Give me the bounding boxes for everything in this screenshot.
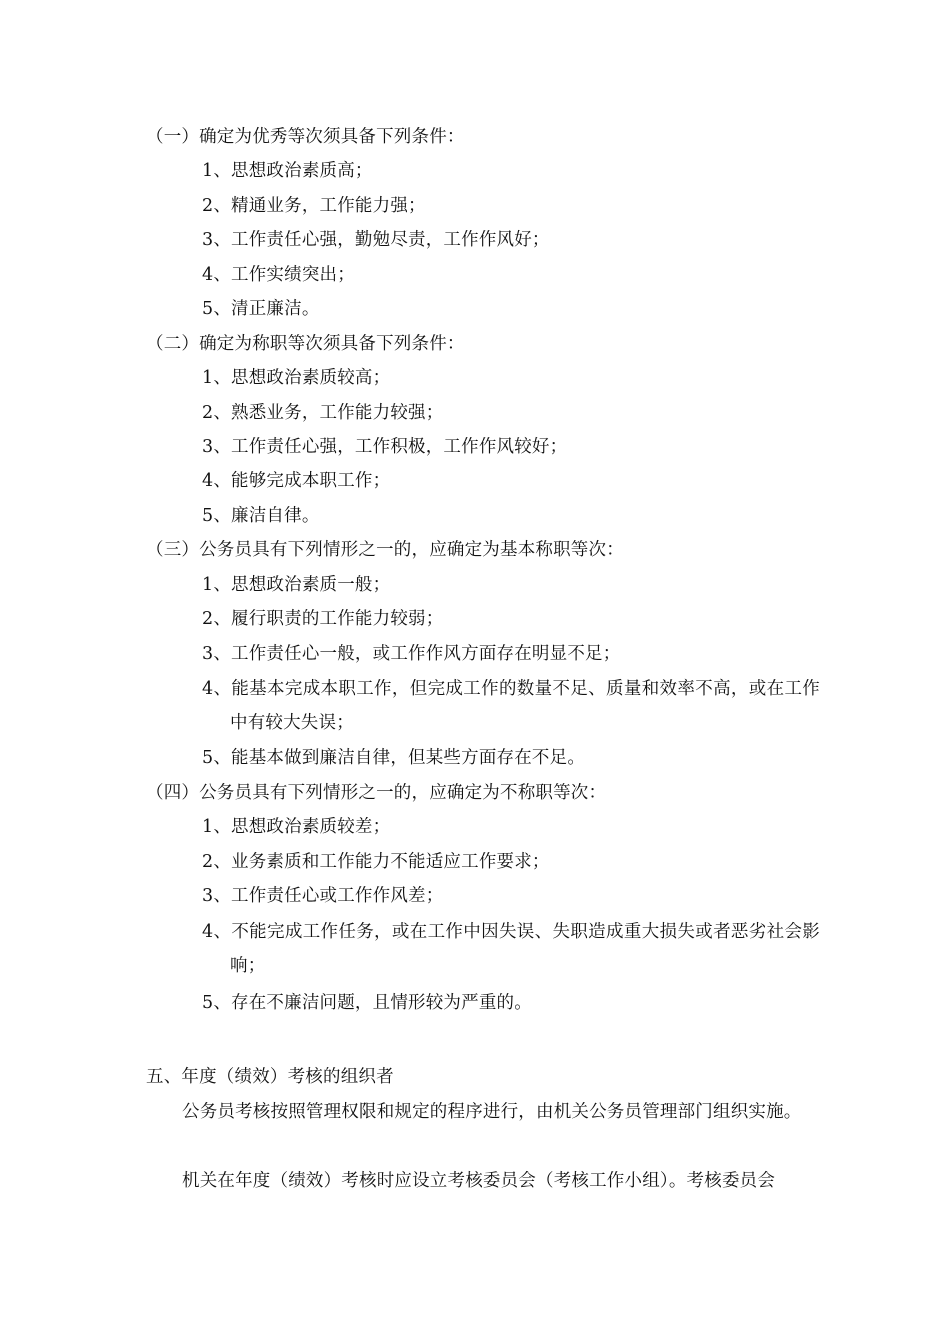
list-item: 1、思想政治素质高； <box>202 161 373 181</box>
list-item: 2、精通业务，工作能力强； <box>202 196 426 216</box>
list-item: 1、思想政治素质较高； <box>202 368 391 388</box>
list-item-wrapped <box>202 672 820 740</box>
list-item-wrapped <box>202 915 820 983</box>
list-item: 4、能够完成本职工作； <box>202 471 391 491</box>
list-item: 2、履行职责的工作能力较弱； <box>202 609 444 629</box>
list-item: 5、清正廉洁。 <box>202 299 320 319</box>
list-item: 3、工作责任心或工作作风差； <box>202 886 444 906</box>
paragraph: 机关在年度（绩效）考核时应设立考核委员会（考核工作小组）。考核委员会 <box>182 1171 776 1191</box>
list-item: 2、业务素质和工作能力不能适应工作要求； <box>202 852 550 872</box>
list-item: 4、工作实绩突出； <box>202 265 355 285</box>
list-item: 3、工作责任心强，勤勉尽责，工作作风好； <box>202 230 550 250</box>
section-heading-5: 五、年度（绩效）考核的组织者 <box>146 1067 394 1087</box>
paragraph: 公务员考核按照管理权限和规定的程序进行，由机关公务员管理部门组织实施。 <box>182 1102 802 1122</box>
list-item: 5、存在不廉洁问题，且情形较为严重的。 <box>202 993 532 1013</box>
section-heading-4: （四）公务员具有下列情形之一的，应确定为不称职等次： <box>146 783 607 803</box>
section-heading-1: （一）确定为优秀等次须具备下列条件： <box>146 127 465 147</box>
section-heading-2: （二）确定为称职等次须具备下列条件： <box>146 334 465 354</box>
list-item: 1、思想政治素质一般； <box>202 575 391 595</box>
list-item: 5、能基本做到廉洁自律，但某些方面存在不足。 <box>202 748 586 768</box>
list-item: 3、工作责任心一般，或工作作风方面存在明显不足； <box>202 644 621 664</box>
list-item: 3、工作责任心强，工作积极，工作作风较好； <box>202 437 568 457</box>
list-item: 2、熟悉业务，工作能力较强； <box>202 403 444 423</box>
list-item: 5、廉洁自律。 <box>202 506 320 526</box>
list-item-text: 4、不能完成工作任务，或在工作中因失误、失职造成重大损失或者恶劣社会影响； <box>202 922 820 976</box>
list-item-text: 4、能基本完成本职工作，但完成工作的数量不足、质量和效率不高，或在工作中有较大失误； <box>202 679 820 733</box>
list-item: 1、思想政治素质较差； <box>202 817 391 837</box>
section-heading-3: （三）公务员具有下列情形之一的，应确定为基本称职等次： <box>146 540 624 560</box>
